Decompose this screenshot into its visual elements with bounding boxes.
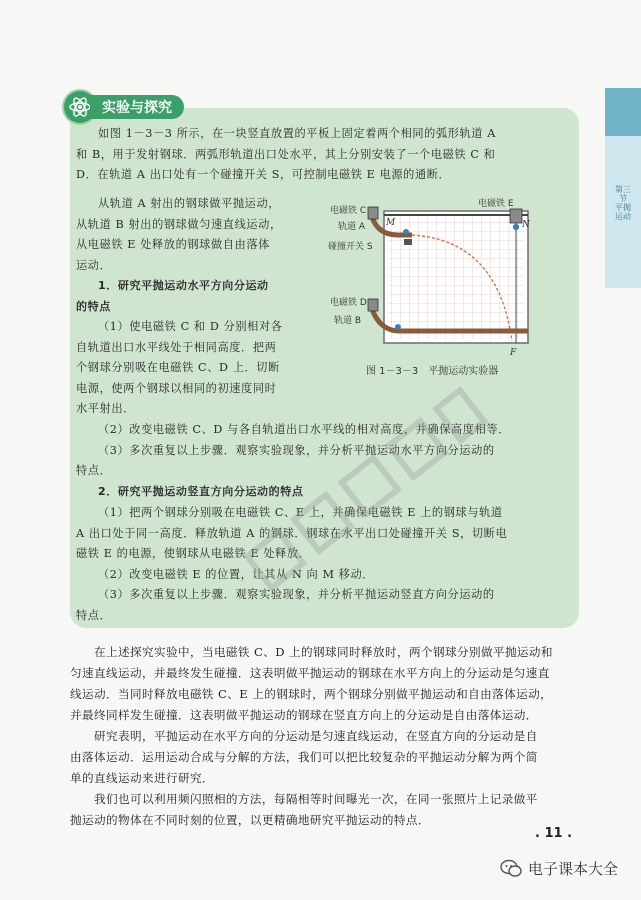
intro-paragraph (76, 124, 578, 186)
magnet-d (368, 299, 378, 311)
text-line: 特点． (76, 608, 112, 622)
text-line: 从轨道 A 射出的钢球做平抛运动， (98, 197, 281, 210)
text-line: 我们也可以利用频闪照相的方法，每隔相等时间曝光一次，在同一张照片上记录做平 (94, 792, 538, 806)
text-line: 由落体运动．运用运动合成与分解的方法，我们可以把比较复杂的平抛运动分解为两个简 (70, 750, 538, 764)
conclusion-paragraph (70, 642, 590, 726)
step-2 (76, 503, 578, 626)
label-magnet-d: 电磁铁 D (330, 298, 367, 308)
research-paragraph (70, 726, 590, 789)
label-magnet-e: 电磁铁 E (478, 199, 514, 209)
ball-e (513, 224, 519, 230)
label-magnet-c: 电磁铁 C (330, 206, 367, 216)
label-track-a: 轨道 A (338, 222, 366, 232)
magnet-e (510, 209, 522, 223)
watermark-text: 电子课本大全 (528, 860, 619, 878)
text-line: 水平射出． (76, 402, 135, 415)
ball-a (403, 229, 409, 235)
step-1-2-3 (76, 420, 578, 482)
switch-s (404, 239, 412, 245)
text-line: 从轨道 B 射出的钢球做匀速直线运动， (76, 217, 282, 231)
motion-description (76, 194, 338, 276)
watermark (500, 858, 618, 879)
text-line: （3）多次重复以上步骤．观察实验现象，并分析平抛运动水平方向分运动的 (98, 443, 495, 457)
page-number: . 11 . (535, 826, 573, 841)
label-switch-s: 碰撞开关 S (328, 242, 373, 252)
text-line: 在上述探究实验中，当电磁铁 C、D 上的钢球同时释放时，两个钢球分别做平抛运动和 (94, 645, 553, 659)
label-f: F (510, 348, 517, 358)
text-line: A 出口处于同一高度．释放轨道 A 的钢球．钢球在水平出口处碰撞开关 S，切断电 (76, 526, 508, 540)
text-line: （2）改变电磁铁 C、D 与各自轨道出口水平线的相对高度，并确保高度相等． (98, 423, 510, 436)
chapter-side-tab-accent (605, 88, 641, 136)
text-line: 单的直线运动来进行研究． (70, 771, 214, 785)
section-title: 实验与探究 (90, 95, 184, 119)
label-n: N (522, 220, 530, 230)
text-line: （2）改变电磁铁 E 的位置，让其从 N 向 M 移动． (98, 567, 375, 581)
text-line: 磁铁 E 的电源，使钢球从电磁铁 E 处释放． (76, 547, 311, 560)
text-line: 如图 1－3－3 所示，在一块竖直放置的平板上固定着两个相同的弧形轨道 A (98, 127, 496, 140)
heading-line: 的特点 (76, 299, 111, 313)
heading-vertical: 2．研究平抛运动竖直方向分运动的特点 (98, 485, 304, 498)
text-line: 线运动．当同时释放电磁铁 C、E 上的钢球时，两个钢球分别做平抛运动和自由落体运动， (70, 687, 553, 701)
wechat-icon (500, 859, 522, 879)
label-track-b: 轨道 B (334, 316, 362, 326)
text-line: 个钢球分别吸在电磁铁 C、D 上．切断 (76, 361, 280, 374)
section-header (64, 91, 194, 123)
text-line: （3）多次重复以上步骤．观察实验现象，并分析平抛运动竖直方向分运动的 (98, 588, 495, 601)
chapter-side-tab-text: 第三节 平抛运动 (615, 185, 631, 221)
text-line: 电源，使两个钢球以相同的初速度同时 (76, 381, 277, 395)
text-line: D．在轨道 A 出口处有一个碰撞开关 S，可控制电磁铁 E 电源的通断． (76, 168, 451, 181)
text-line: 运动． (76, 258, 112, 272)
projectile-apparatus-diagram (328, 195, 573, 365)
text-line: 抛运动的物体在不同时刻的位置，以更精确地研究平抛运动的特点． (70, 813, 430, 827)
heading-horizontal (76, 276, 338, 317)
heading-line: 1．研究平抛运动水平方向分运动 (98, 279, 269, 292)
text-line: 自轨道出口水平线处于相同高度．把两 (76, 340, 277, 354)
text-line: 研究表明，平抛运动在水平方向的分运动是匀速直线运动，在竖直方向的分运动是自 (94, 729, 538, 743)
text-line: （1）把两个钢球分别吸在电磁铁 C、E 上，并确保电磁铁 E 上的钢球与轨道 (98, 506, 503, 519)
figure-caption: 图 1－3－3 平抛运动实验器 (366, 366, 499, 377)
magnet-c (368, 207, 378, 219)
text-line: 并最终同样发生碰撞．这表明做平抛运动的钢球在竖直方向上的分运动是自由落体运动． (70, 708, 538, 722)
strobe-paragraph (70, 789, 590, 831)
step-1-1 (76, 317, 338, 420)
text-line: 从电磁铁 E 处释放的钢球做自由落体 (76, 238, 270, 251)
text-line: （1）使电磁铁 C 和 D 分别相对各 (98, 320, 283, 333)
text-line: 匀速直线运动，并最终发生碰撞．这表明做平抛运动的钢球在水平方向上的分运动是匀速直 (70, 666, 550, 680)
text-line: 特点． (76, 464, 112, 477)
ball-b (395, 324, 401, 330)
text-line: 和 B，用于发射钢球．两弧形轨道出口处水平，其上分别安装了一个电磁铁 C 和 (76, 147, 496, 161)
label-m: M (386, 218, 396, 228)
